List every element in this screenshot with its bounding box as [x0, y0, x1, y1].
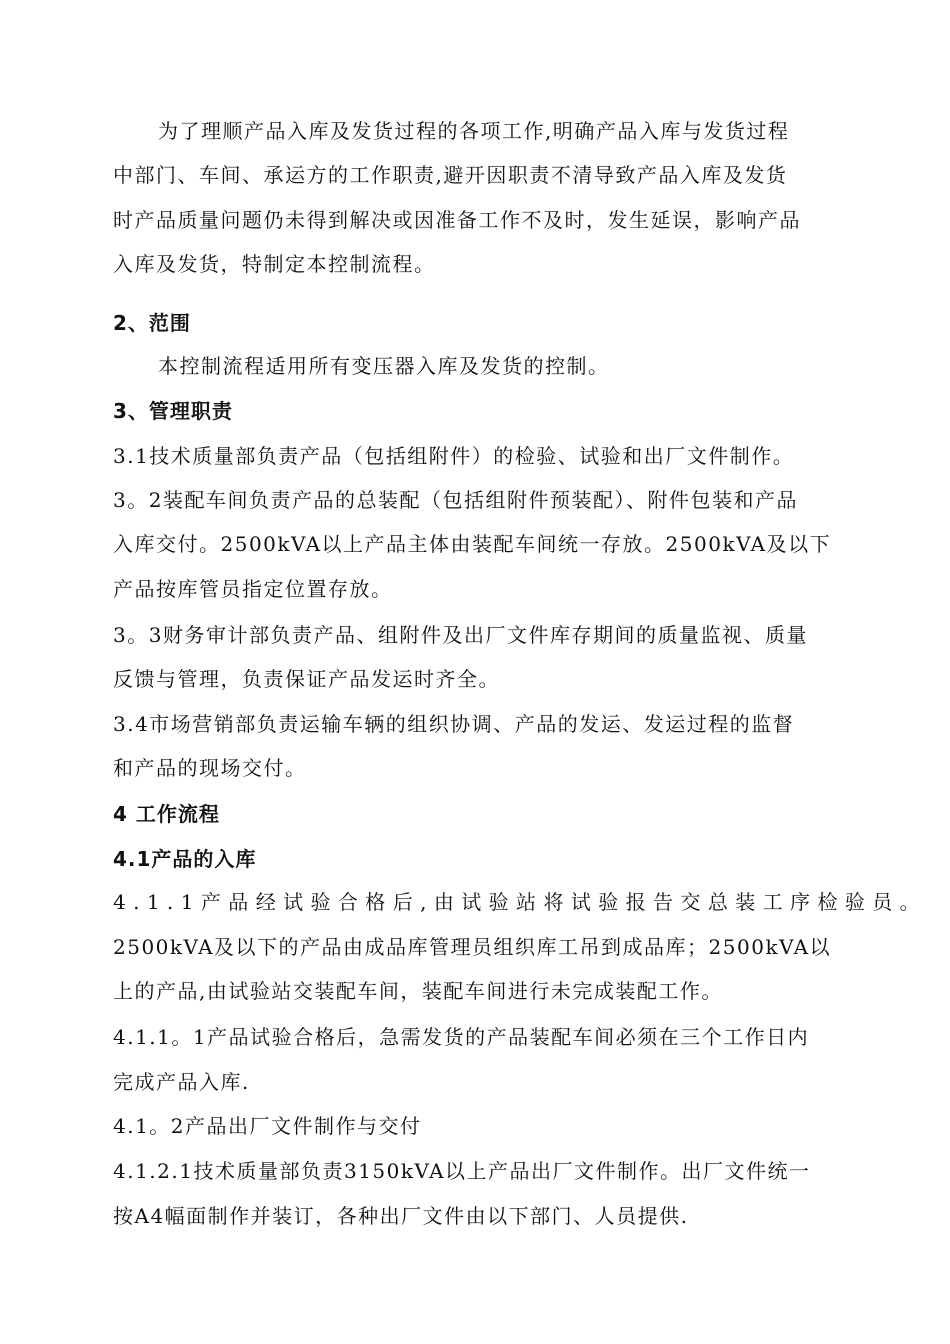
section-4-line-3: 上的产品,由试验站交装配车间，装配车间进行未完成装配工作。	[113, 979, 723, 1003]
section-3-line-7: 3.4市场营销部负责运输车辆的组织协调、产品的发运、发运过程的监督	[113, 712, 795, 736]
intro-line-3: 时产品质量问题仍未得到解决或因准备工作不及时，发生延误，影响产品	[113, 208, 801, 232]
section-4-line-2: 2500kVA及以下的产品由成品库管理员组织库工吊到成品库；2500kVA以	[113, 935, 832, 959]
section-4-line-6: 4.1。2产品出厂文件制作与交付	[113, 1114, 422, 1138]
section-4-line-7: 4.1.2.1技术质量部负责3150kVA以上产品出厂文件制作。出厂文件统一	[113, 1159, 811, 1183]
section-3-line-8: 和产品的现场交付。	[113, 756, 307, 780]
section-3-heading: 3、管理职责	[113, 399, 233, 423]
section-4-line-8: 按A4幅面制作并装订，各种出厂文件由以下部门、人员提供.	[113, 1204, 689, 1228]
section-3-line-1: 3.1技术质量部负责产品（包括组附件）的检验、试验和出厂文件制作。	[113, 444, 795, 468]
intro-line-1: 为了理顺产品入库及发货过程的各项工作,明确产品入库与发货过程	[158, 119, 790, 143]
section-2-body: 本控制流程适用所有变压器入库及发货的控制。	[158, 354, 610, 378]
section-4-line-5: 完成产品入库.	[113, 1070, 250, 1094]
section-4-1-heading: 4.1产品的入库	[113, 847, 257, 871]
intro-line-4: 入库及发货，特制定本控制流程。	[113, 252, 436, 276]
intro-line-2: 中部门、车间、承运方的工作职责,避开因职责不清导致产品入库及发货	[113, 163, 788, 187]
section-3-line-4: 产品按库管员指定位置存放。	[113, 577, 393, 601]
section-3-line-6: 反馈与管理，负责保证产品发运时齐全。	[113, 667, 500, 691]
section-2-heading: 2、范围	[113, 311, 191, 335]
section-4-heading: 4 工作流程	[113, 802, 220, 826]
section-3-line-5: 3。3财务审计部负责产品、组附件及出厂文件库存期间的质量监视、质量	[113, 623, 808, 647]
section-4-line-1: 4.1.1产品经试验合格后,由试验站将试验报告交总装工序检验员。	[113, 890, 928, 914]
section-3-line-2: 3。2装配车间负责产品的总装配（包括组附件预装配）、附件包装和产品	[113, 488, 798, 512]
section-4-line-4: 4.1.1。1产品试验合格后，急需发货的产品装配车间必须在三个工作日内	[113, 1025, 810, 1049]
section-3-line-3: 入库交付。2500kVA以上产品主体由装配车间统一存放。2500kVA及以下	[113, 532, 832, 556]
